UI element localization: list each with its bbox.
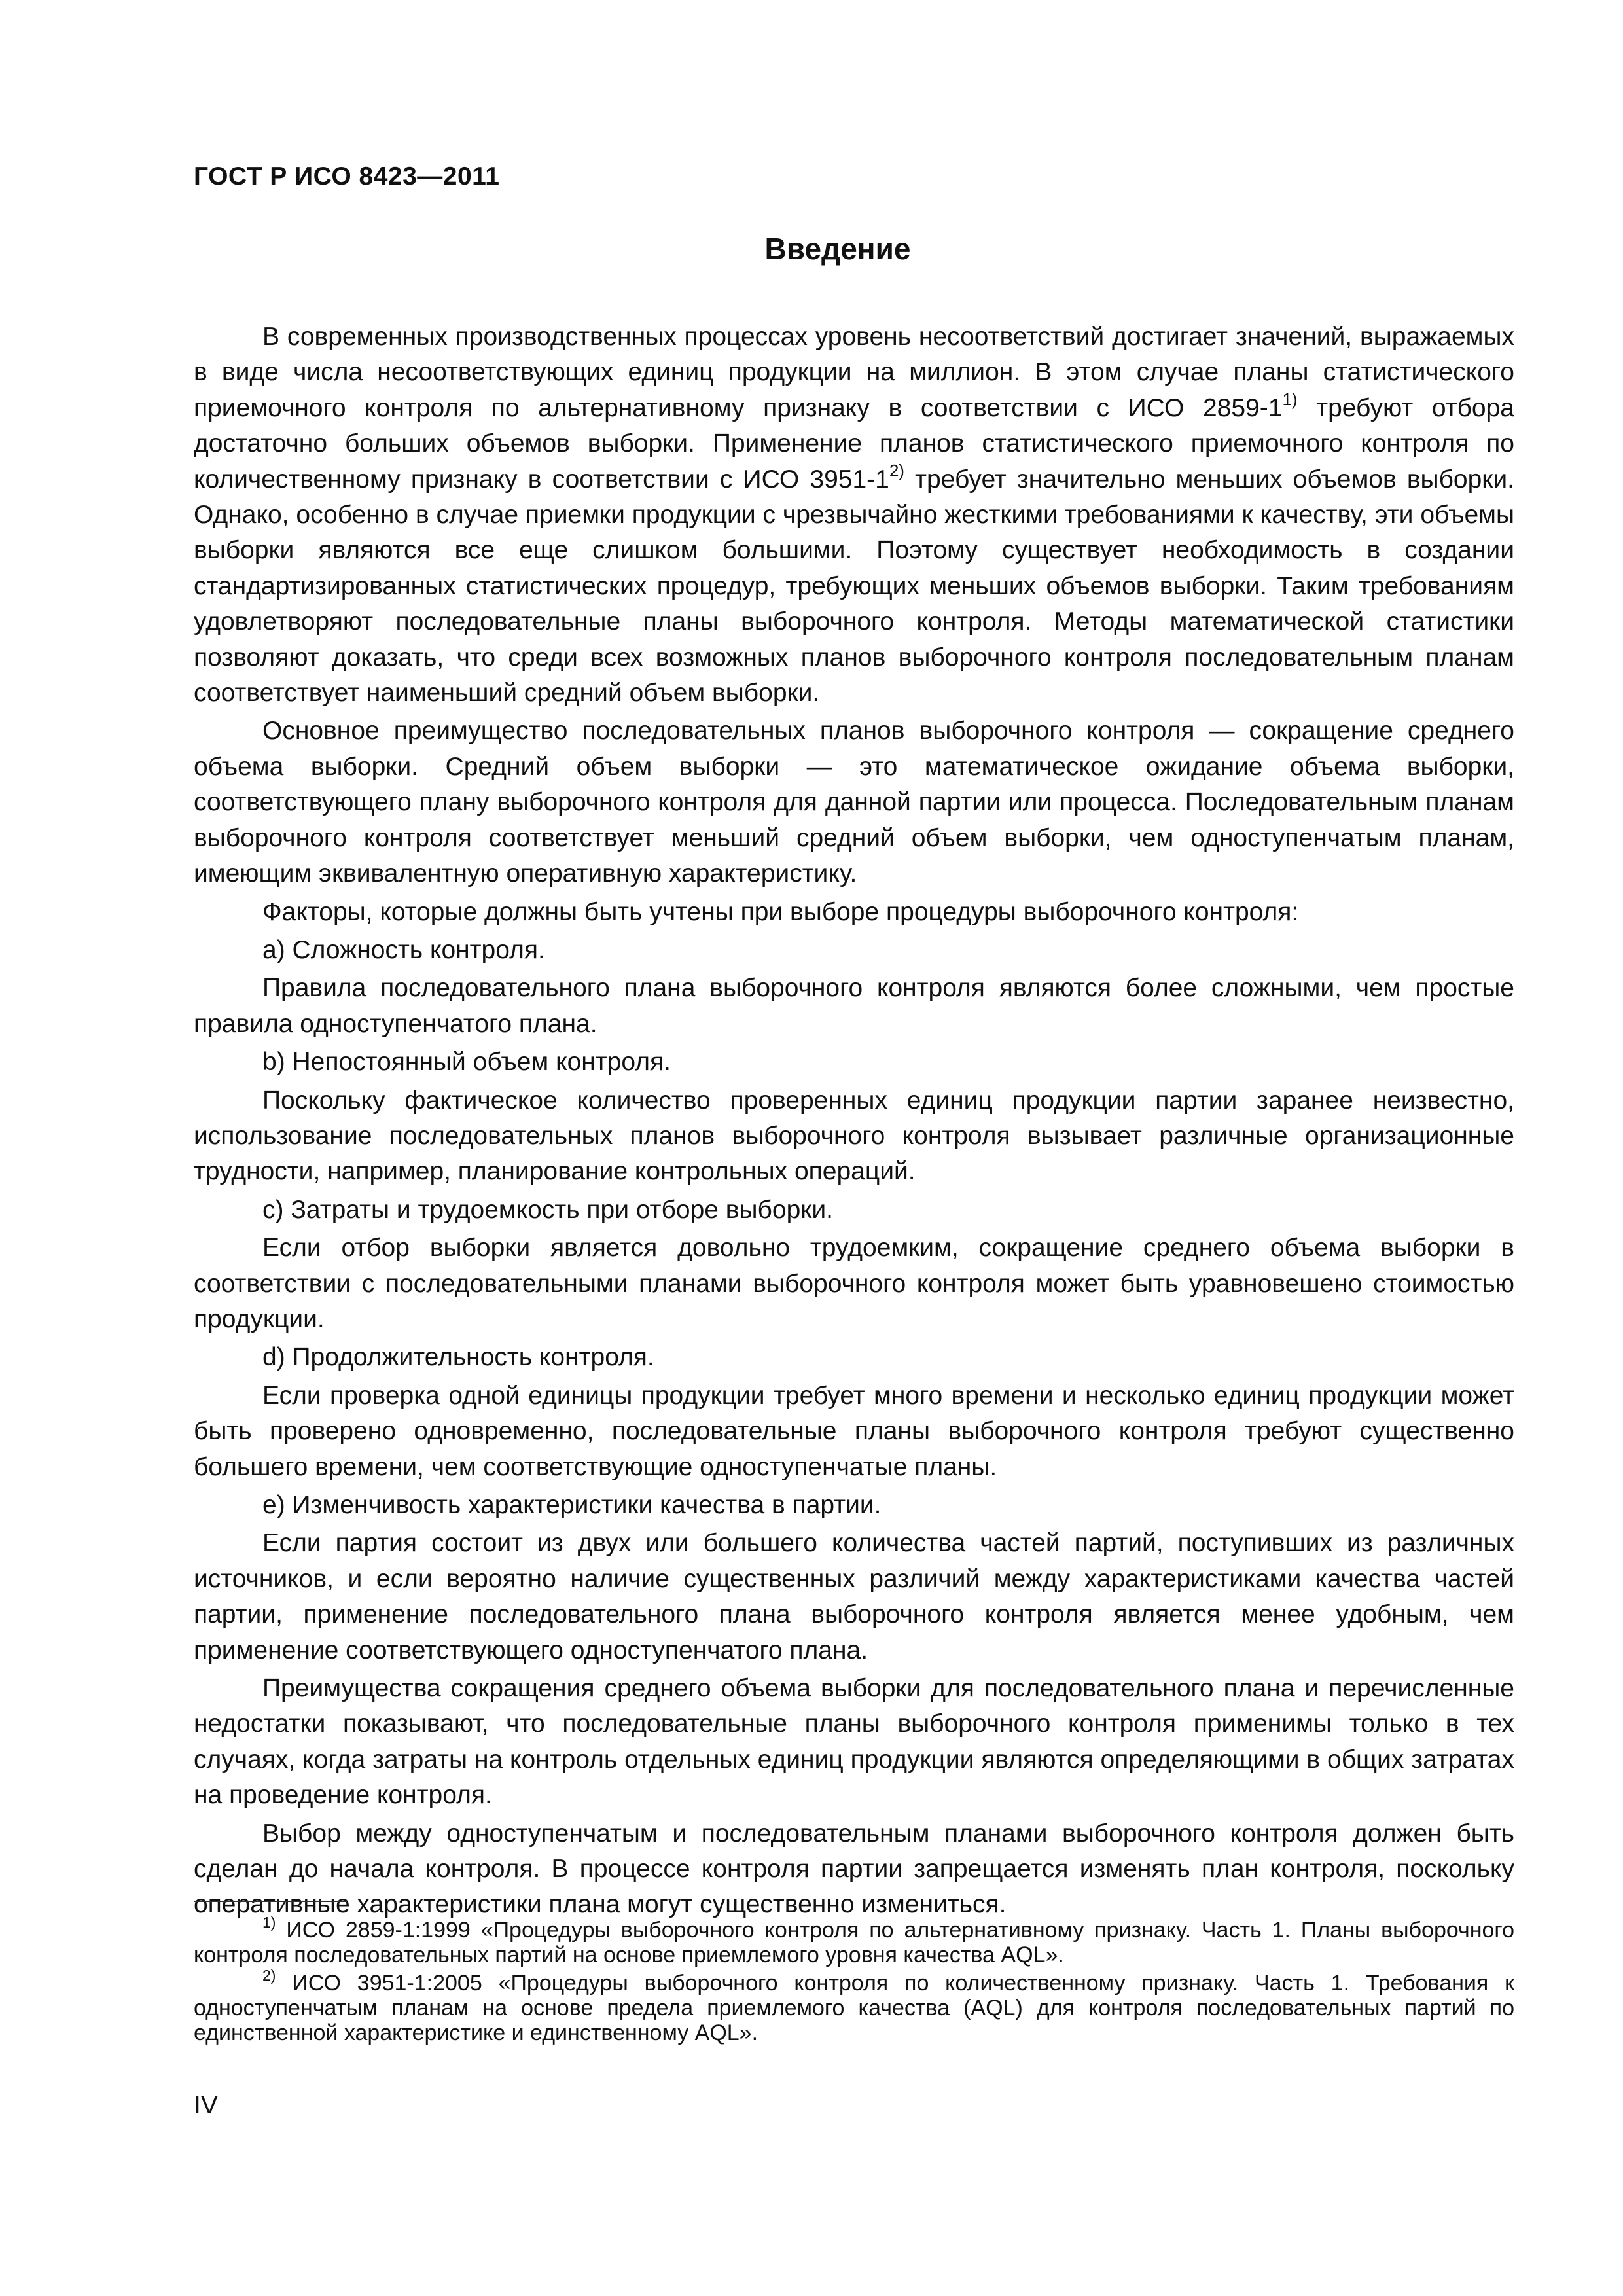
footnote-1 bbox=[194, 1913, 1514, 1967]
footnote-2-mark: 2) bbox=[262, 1966, 276, 1984]
paragraph-2: Основное преимущество последовательных планов выборочного контроля — сокращение среднего объема выборки. Средний объем выборки — это математическое ожидание объема выборки, соответствующего плану выборочного контроля для данной партии или процесса. Последовательным планам выборочного контроля соответствует меньший средний объем выборки, чем одноступенчатым планам, имеющим эквивалентную оперативную характеристику. bbox=[194, 717, 1514, 888]
paragraph-1-part-c: требует значительно меньших объемов выборки. Однако, особенно в случае приемки продукции с чрезвычайно жесткими требованиями к качеству, эти объемы выборки являются все еще слишком большими. Поэтому существует необходимость в создании стандартизированных статистических процедур, требующих меньших объемов выборки. Таким требованиям удовлетворяют последовательные планы выборочного контроля. Методы математической статистики позволяют доказать, что среди всех возможных планов выборочного контроля последовательным планам соответствует наименьший средний объем выборки. bbox=[194, 465, 1514, 708]
paragraph-c: Если отбор выборки является довольно трудоемким, сокращение среднего объема выборки в соответствии с последовательными планами выборочного контроля может быть уравновешено стоимостью продукции. bbox=[194, 1234, 1514, 1333]
paragraph-5: Выбор между одноступенчатым и последовательным планами выборочного контроля должен быть сделан до начала контроля. В процессе контроля партии запрещается изменять план контроля, поскольку оперативные характеристики плана могут существенно измениться. bbox=[194, 1819, 1514, 1919]
page-number: IV bbox=[194, 2091, 218, 2119]
paragraph-4: Преимущества сокращения среднего объема выборки для последовательного плана и перечисленные недостатки показывают, что последовательные планы выборочного контроля применимы только в тех случаях, когда затраты на контроль отдельных единиц продукции являются определяющими в общих затратах на проведение контроля. bbox=[194, 1674, 1514, 1810]
footnote-ref-2: 2) bbox=[889, 460, 904, 480]
list-item-e: e) Изменчивость характеристики качества в партии. bbox=[262, 1491, 882, 1519]
footnote-divider bbox=[194, 1901, 347, 1902]
paragraph-1-part-a: В современных производственных процессах уровень несоответствий достигает значений, выражаемых в виде числа несоответствующих единиц продукции на миллион. В этом случае планы статистического приемочного контроля по альтернативному признаку в соответствии с ИСО 2859-1 bbox=[194, 323, 1514, 422]
footnotes bbox=[194, 1913, 1514, 2049]
list-item-d: d) Продолжительность контроля. bbox=[262, 1343, 654, 1372]
paragraph-b: Поскольку фактическое количество проверенных единиц продукции партии заранее неизвестно, использование последовательных планов выборочного контроля вызывает различные организационные трудности, например, планирование контрольных операций. bbox=[194, 1086, 1514, 1186]
footnote-1-mark: 1) bbox=[262, 1913, 276, 1931]
paragraph-d: Если проверка одной единицы продукции требует много времени и несколько единиц продукции может быть проверено одновременно, последовательные планы выборочного контроля требуют существенно большего времени, чем соответствующие одноступенчатые планы. bbox=[194, 1381, 1514, 1481]
document-header: ГОСТ Р ИСО 8423—2011 bbox=[194, 162, 500, 190]
footnote-1-text: ИСО 2859-1:1999 «Процедуры выборочного контроля по альтернативному признаку. Часть 1. Планы выборочного контроля последовательных партий на основе приемлемого уровня качества AQL». bbox=[194, 1918, 1514, 1967]
section-title: Введение bbox=[764, 232, 911, 266]
body-text bbox=[194, 319, 1514, 1926]
footnote-2 bbox=[194, 1966, 1514, 2045]
paragraph-e: Если партия состоит из двух или большего количества частей партий, поступивших из различных источников, и если вероятно наличие существенных различий между характеристиками качества частей партии, применение последовательного плана выборочного контроля является менее удобным, чем применение соответствующего одноступенчатого плана. bbox=[194, 1529, 1514, 1664]
paragraph-a: Правила последовательного плана выборочного контроля являются более сложными, чем простые правила одноступенчатого плана. bbox=[194, 974, 1514, 1038]
footnote-2-text: ИСО 3951-1:2005 «Процедуры выборочного контроля по количественному признаку. Часть 1. Требования к одноступенчатым планам на основе предела приемлемого качества (AQL) для контроля последовательных партий по единственной характеристике и единственному AQL». bbox=[194, 1971, 1514, 2045]
paragraph-1-part-b: требуют отбора достаточно больших объемов выборки. Применение планов статистического приемочного контроля по количественному признаку в соответствии с ИСО 3951-1 bbox=[194, 393, 1514, 493]
list-item-a: a) Сложность контроля. bbox=[262, 935, 545, 964]
list-item-b: b) Непостоянный объем контроля. bbox=[262, 1048, 671, 1077]
footnote-ref-1: 1) bbox=[1282, 389, 1298, 409]
paragraph-1 bbox=[194, 319, 1514, 711]
paragraph-3: Факторы, которые должны быть учтены при выборе процедуры выборочного контроля: bbox=[262, 897, 1299, 926]
list-item-c: c) Затраты и трудоемкость при отборе выборки. bbox=[262, 1195, 833, 1224]
